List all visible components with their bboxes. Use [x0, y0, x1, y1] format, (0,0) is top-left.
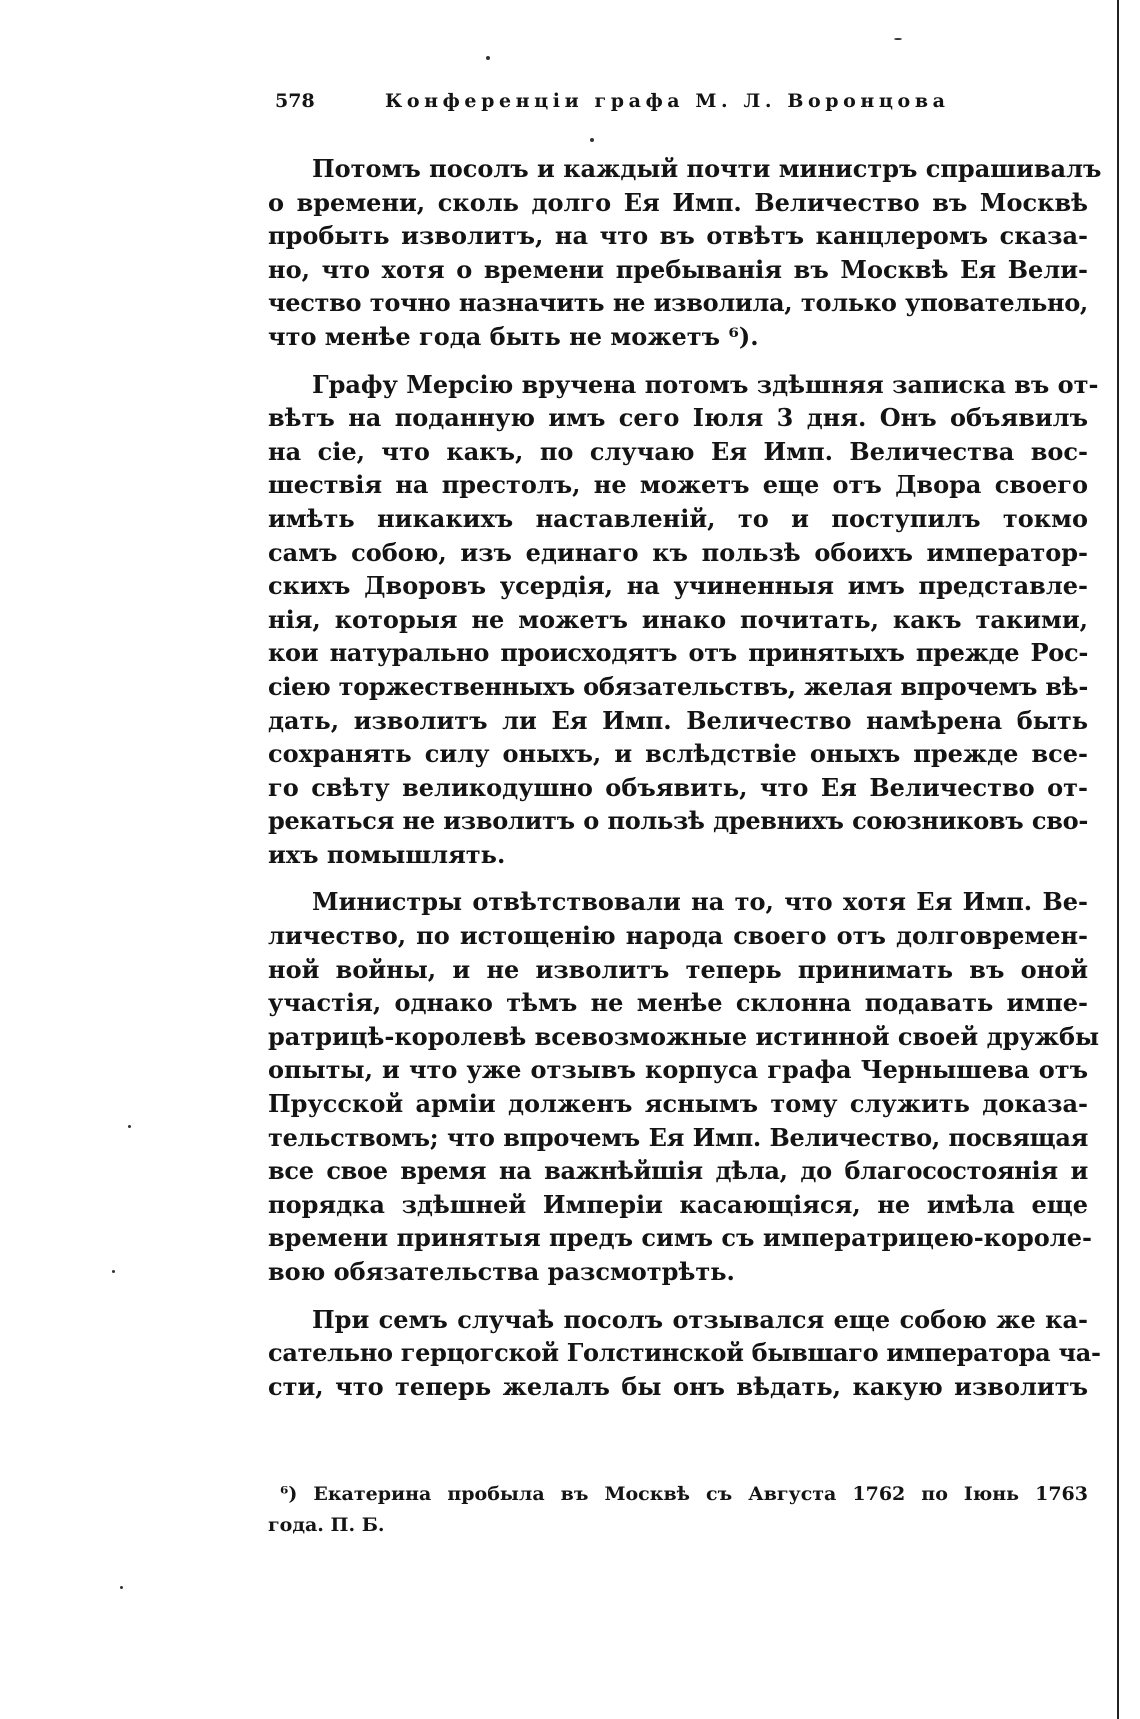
footnote: [268, 1479, 1088, 1541]
text-line: сіею торжественныхъ обязательствъ, желая впрочемъ вѣ-: [268, 671, 1088, 701]
text-line: личество, по истощенію народа своего отъ долговремен-: [268, 921, 1088, 951]
text-line: нія, которыя не можетъ инако почитать, какъ такими,: [268, 604, 1088, 634]
text-line: сохранять силу оныхъ, и вслѣдствіе оныхъ прежде все-: [268, 739, 1088, 769]
footnote-line: года. П. Б.: [268, 1514, 385, 1536]
text-line: о времени, сколь долго Ея Имп. Величество въ Москвѣ: [268, 187, 1088, 217]
text-line: ной войны, и не изволитъ теперь принимать въ оной: [268, 954, 1088, 984]
body-text: [268, 152, 1102, 1417]
text-line: опыты, и что уже отзывъ корпуса графа Чернышева отъ: [268, 1055, 1088, 1085]
text-line: Прусской арміи долженъ яснымъ тому служить доказа-: [268, 1089, 1088, 1119]
text-line: Потомъ посолъ и каждый почти министръ спрашивалъ: [312, 154, 1102, 183]
scan-speck: [128, 1125, 131, 1128]
text-line: тельствомъ; что впрочемъ Ея Имп. Величество, посвящая: [268, 1122, 1088, 1152]
paragraph-1: [268, 152, 1102, 354]
scan-speck: [590, 138, 594, 142]
footnote-line: ⁶) Екатерина пробыла въ Москвѣ съ Августа 1762 по Іюнь 1763: [280, 1483, 1088, 1505]
text-line: на сіе, что какъ, по случаю Ея Имп. Величества вос-: [268, 436, 1088, 466]
text-line: кои натурально происходятъ отъ принятыхъ прежде Рос-: [268, 638, 1088, 668]
text-line: все свое время на важнѣйшія дѣла, до благосостоянія и: [268, 1156, 1088, 1186]
running-header: [275, 90, 955, 126]
scan-speck: [894, 38, 902, 40]
text-line: При семъ случаѣ посолъ отзывался еще собою же ка-: [312, 1304, 1088, 1334]
text-line: Графу Мерсію вручена потомъ здѣшняя записка въ от-: [312, 369, 1099, 399]
text-line: чество точно назначить не изволила, только уповательно,: [268, 288, 1088, 318]
running-title: Конференціи графа М. Л. Воронцова: [385, 90, 950, 112]
text-line: вою обязательства разсмотрѣть.: [268, 1257, 735, 1286]
text-line: но, что хотя о времени пребыванія въ Москвѣ Ея Вели-: [268, 254, 1088, 284]
page-edge-line: [1117, 0, 1119, 1719]
text-line: скихъ Дворовъ усердія, на учиненныя имъ представле-: [268, 571, 1088, 601]
text-line: участія, однако тѣмъ не менѣе склонна подавать импе-: [268, 988, 1088, 1018]
text-line: самъ собою, изъ единаго къ пользѣ обоихъ император-: [268, 537, 1088, 567]
text-line: ихъ помышлять.: [268, 839, 506, 869]
text-line: сти, что теперь желалъ бы онъ вѣдать, какую изволитъ: [268, 1371, 1088, 1401]
text-line: пробыть изволитъ, на что въ отвѣтъ канцлеромъ сказа-: [268, 221, 1088, 251]
text-line: времени принятыя предъ симъ съ императрицею-короле-: [268, 1223, 1092, 1253]
text-line: сательно герцогской Голстинской бывшаго императора ча-: [268, 1338, 1101, 1368]
text-line: го свѣту великодушно объявить, что Ея Величество от-: [268, 772, 1088, 802]
text-line: ратрицѣ-королевѣ всевозможные истинной своей дружбы: [268, 1021, 1100, 1051]
text-line: что менѣе года быть не можетъ ⁶).: [268, 321, 759, 351]
scan-speck: [120, 1586, 123, 1589]
text-line: дать, изволитъ ли Ея Имп. Величество намѣрена быть: [268, 705, 1088, 735]
paragraph-4: [268, 1303, 1101, 1404]
page-number: 578: [275, 90, 315, 112]
scan-speck: [112, 1270, 115, 1273]
text-line: шествія на престолъ, не можетъ еще отъ Двора своего: [268, 470, 1088, 500]
paragraph-3: [268, 885, 1100, 1288]
text-line: порядка здѣшней Имперіи касающіяся, не имѣла еще: [268, 1189, 1088, 1219]
text-line: Министры отвѣтствовали на то, что хотя Ея Имп. Ве-: [312, 887, 1088, 917]
paragraph-2: [268, 368, 1099, 872]
text-line: имѣть никакихъ наставленій, то и поступилъ токмо: [268, 503, 1088, 533]
text-line: вѣтъ на поданную имъ сего Іюля 3 дня. Онъ объявилъ: [268, 403, 1088, 433]
text-line: рекаться не изволитъ о пользѣ древнихъ союзниковъ сво-: [268, 806, 1088, 836]
scan-speck: [486, 56, 490, 60]
